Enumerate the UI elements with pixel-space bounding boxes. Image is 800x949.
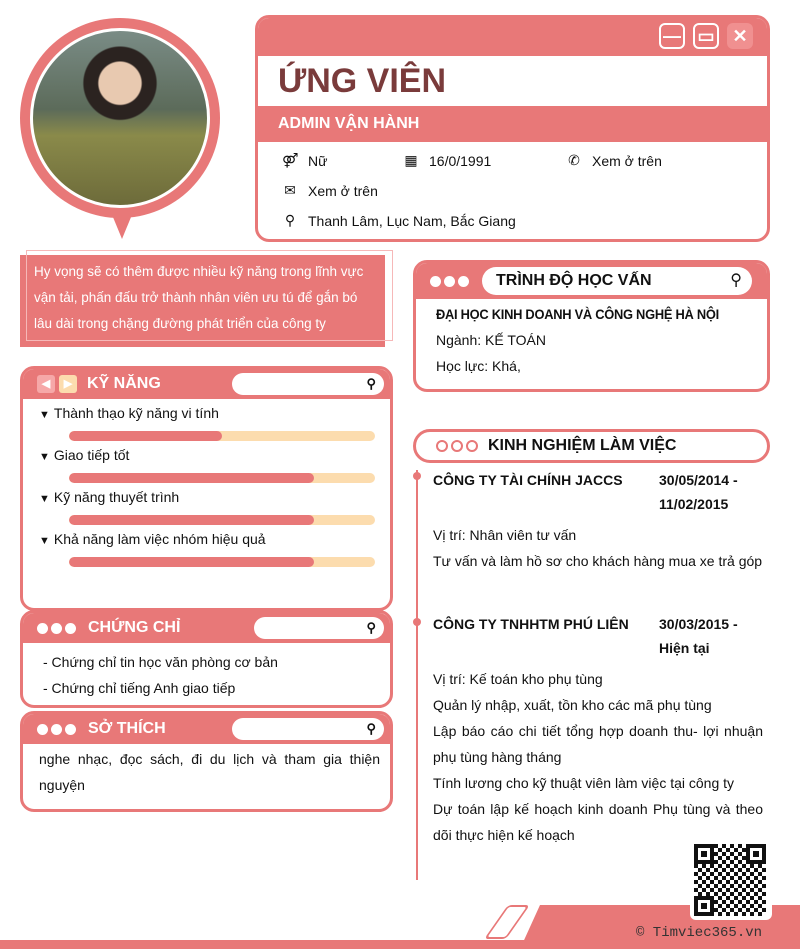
phone-icon: ✆ <box>568 152 580 168</box>
grade: Học lực: Khá, <box>436 358 521 374</box>
hobbies-title: SỞ THÍCH <box>88 720 166 737</box>
birthday: 16/0/1991 <box>429 152 492 169</box>
skill-name: Kỹ năng thuyết trình <box>53 489 180 505</box>
skill-bar-fill <box>69 557 314 567</box>
caret-down-icon: ▼ <box>39 493 50 505</box>
skills-section <box>20 366 393 611</box>
profile-header <box>255 15 770 242</box>
search-icon[interactable]: ⚲ <box>730 272 742 289</box>
job-date-start: 30/05/2014 - <box>659 472 738 488</box>
certificates-section <box>20 610 393 708</box>
decorative-slash <box>484 905 530 939</box>
job-detail: Vị trí: Nhân viên tư vấn <box>433 527 577 543</box>
skill-bar-fill <box>69 431 222 441</box>
skill-name: Giao tiếp tốt <box>53 447 130 463</box>
dots-icon <box>37 623 76 634</box>
email: Xem ở trên <box>308 182 378 199</box>
skill-item <box>23 489 390 525</box>
gender-icon: ⚤ <box>282 152 299 168</box>
address: Thanh Lâm, Lục Nam, Bắc Giang <box>308 212 516 229</box>
minimize-icon[interactable]: — <box>659 23 685 49</box>
next-icon[interactable]: ▶ <box>59 375 77 393</box>
certificate-item: - Chứng chỉ tin học văn phòng cơ bản <box>43 654 278 670</box>
skill-item <box>23 447 390 483</box>
search-icon[interactable]: ⚲ <box>232 373 384 395</box>
job-date-end: 11/02/2015 <box>659 496 729 512</box>
skill-bar-fill <box>69 515 314 525</box>
job-detail: Tư vấn và làm hồ sơ cho khách hàng mua xe trả góp <box>433 553 763 569</box>
location-icon: ⚲ <box>284 212 296 228</box>
major: Ngành: KẾ TOÁN <box>436 332 546 348</box>
experience-title: KINH NGHIỆM LÀM VIỆC <box>488 437 677 454</box>
avatar <box>30 28 210 208</box>
education-section <box>413 260 770 392</box>
hobbies-section <box>20 711 393 812</box>
career-objective: Hy vọng sẽ có thêm được nhiều kỹ năng trong lĩnh vực vận tải, phấn đấu trở thành nhân viên ưu tú để gắn bó lâu dài trong chặng đường phát triển của công ty <box>20 255 385 347</box>
copyright: © Timviec365.vn <box>636 925 763 941</box>
qr-code <box>690 840 772 920</box>
window-titlebar <box>258 18 767 56</box>
avatar-pointer <box>108 205 136 239</box>
skill-bar <box>69 431 375 441</box>
gender: Nữ <box>308 152 328 169</box>
skill-bar <box>69 473 375 483</box>
search-icon[interactable]: ⚲ <box>232 718 384 740</box>
calendar-icon: ▦ <box>404 152 418 168</box>
company-name: CÔNG TY TNHHTM PHÚ LIÊN <box>433 616 629 632</box>
skill-name: Thành thạo kỹ năng vi tính <box>53 405 219 421</box>
candidate-role: ADMIN VẬN HÀNH <box>258 106 767 142</box>
dots-outline-icon <box>436 440 478 452</box>
job-detail: Vị trí: Kế toán kho phụ tùng <box>433 671 603 687</box>
job-date-end: Hiện tại <box>659 640 710 656</box>
certificate-item: - Chứng chỉ tiếng Anh giao tiếp <box>43 680 236 696</box>
job-entry <box>433 612 763 848</box>
hobbies-text: nghe nhạc, đọc sách, đi du lịch và tham gia thiện nguyện <box>39 751 380 793</box>
skill-bar <box>69 515 375 525</box>
timeline-dot <box>413 472 421 480</box>
prev-icon[interactable]: ◀ <box>37 375 55 393</box>
dots-icon <box>37 724 76 735</box>
job-date-start: 30/03/2015 - <box>659 616 738 632</box>
job-detail: Lập báo cáo chi tiết tổng hợp doanh thu- lợi nhuận phụ tùng hàng tháng <box>433 723 763 765</box>
maximize-icon[interactable]: ▭ <box>693 23 719 49</box>
job-detail: Quản lý nhập, xuất, tồn kho các mã phụ tùng <box>433 697 712 713</box>
phone: Xem ở trên <box>592 152 662 169</box>
skill-name: Khả năng làm việc nhóm hiệu quả <box>53 531 266 547</box>
caret-down-icon: ▼ <box>39 535 50 547</box>
skill-item <box>23 531 390 567</box>
timeline-dot <box>413 618 421 626</box>
certificates-title: CHỨNG CHỈ <box>88 619 181 636</box>
job-entry <box>433 468 763 574</box>
dots-icon <box>430 276 469 287</box>
skill-item <box>23 405 390 441</box>
caret-down-icon: ▼ <box>39 409 50 421</box>
caret-down-icon: ▼ <box>39 451 50 463</box>
experience-header <box>413 429 770 463</box>
search-icon[interactable]: ⚲ <box>254 617 384 639</box>
company-name: CÔNG TY TÀI CHÍNH JACCS <box>433 472 623 488</box>
candidate-name: ỨNG VIÊN <box>278 62 447 100</box>
job-detail: Dự toán lập kế hoạch kinh doanh Phụ tùng và theo dõi thực hiện kế hoạch <box>433 801 763 843</box>
skill-bar <box>69 557 375 567</box>
school-name: ĐẠI HỌC KINH DOANH VÀ CÔNG NGHỆ HÀ NỘI <box>436 306 719 322</box>
job-detail: Tính lương cho kỹ thuật viên làm việc tại công ty <box>433 775 735 791</box>
close-icon[interactable]: ✕ <box>727 23 753 49</box>
email-icon: ✉ <box>284 182 296 198</box>
skill-bar-fill <box>69 473 314 483</box>
skills-title: KỸ NĂNG <box>87 375 161 392</box>
timeline-line <box>416 470 418 880</box>
education-title: TRÌNH ĐỘ HỌC VẤN <box>496 272 652 289</box>
objective-frame <box>26 250 393 341</box>
education-title-bar <box>482 267 752 295</box>
